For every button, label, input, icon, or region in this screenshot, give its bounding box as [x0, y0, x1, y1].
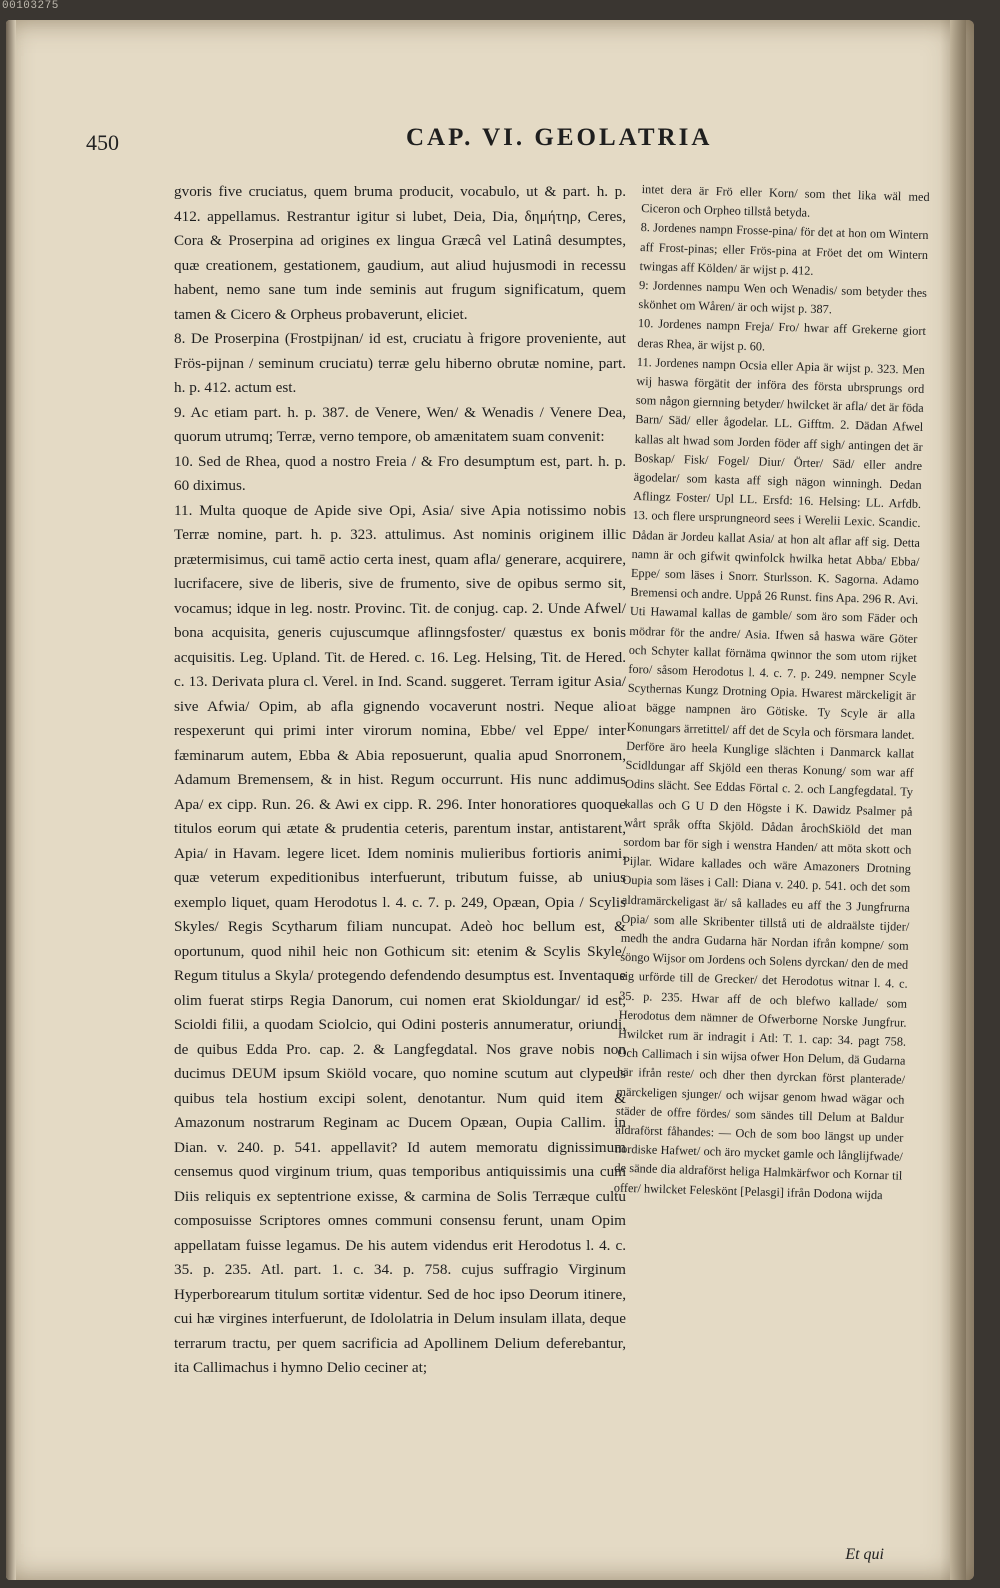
latin-paragraph: gvoris five cruciatus, quem bruma producit, vocabulo, ut & part. h. p. 412. appellamus. Restrantur igitur si lubet, Deia, Dia, δημήτηρ, Ceres, Cora & Proserpina ad origines ex lingua Græcâ vel Latinâ desumptes, quæ creationem, gestationem, gaudium, aut aliud hujusmodi in recessu habent, nemo sane tum inde seminis aut frugum significatum, quem tamen & Cicero & Orpheus probaverunt, eliciet.	[174, 183, 626, 323]
latin-paragraph: 8. De Proserpina (Frostpijnan/ id est, cruciatu à frigore proveniente, aut Frös-pijnan / seminum cruciatu) terræ gelu hiberno obrutæ nomine, part. h. p. 412. actum est.	[174, 330, 626, 396]
book-page	[6, 20, 974, 1580]
page-number: 450	[86, 130, 119, 155]
latin-paragraph: 10. Sed de Rhea, quod a nostro Freia / & Fro desumptum est, part. h. p. 60 diximus.	[174, 452, 626, 494]
latin-paragraph: 9. Ac etiam part. h. p. 387. de Venere, Wen/ & Wenadis / Venere Dea, quorum utrumq; Terræ, verno tempore, ob amænitatem suam convenit:	[174, 403, 626, 445]
swedish-paragraph: 10. Jordenes nampn Freja/ Fro/ hwar aff Grekerne giort deras Rhea, är wijst p. 60.	[637, 316, 927, 354]
swedish-paragraph: 8. Jordenes nampn Frosse-pina/ för det at hon om Wintern aff Frost-pinas; eller Frös-pina at Fröet det om Wintern twingas aff Kölden/ är wijst p. 412.	[639, 220, 929, 278]
swedish-column	[614, 180, 930, 1205]
running-header	[6, 124, 974, 168]
page-left-edge	[6, 20, 16, 1580]
scan-id: 00103275	[2, 0, 59, 12]
latin-column	[174, 180, 626, 1381]
page-gutter-shadow	[940, 20, 974, 1580]
running-head-title: CAP. VI. GEOLATRIA	[406, 124, 713, 151]
swedish-paragraph: 11. Jordenes nampn Ocsia eller Apia är wijst p. 323. Men wij haswa förgätit der införa des första ubrsprungs ord som någon giernning betyder/ hwilcket är afla/ det är föda Barn/ Säd/ eller ågodelar. LL. Gifftm. 2. Dädan Afwel kallas alt hwad som Jorden föder aff sigh/ antingen det är Boskap/ Fisk/ Fogel/ Diur/ Örter/ Säd/ eller andre ägodelar/ som kasta aff sigh nägon winningh. Dedan Aflingz Foster/ Upl LL. Ersfd: 16. Helsing: LL. Arfdb. 13. och flere ursprungneord sees i Werelii Lexic. Scandic. Dådan är Jordeu kallat Asia/ at hon alt aflar aff sig. Detta namn är och gifwit qwinfolck hwilka hetat Abba/ Ebba/ Eppe/ som läses i Snorr. Sturlsson. K. Sagorna. Adamo Bremensi och andre. Uppå 26 Runst. fins Apa. 296 R. Avi. Uti Hawamal kallas de gamble/ som äro som Fäder och mödrar för the andre/ Asia. Ifwen så haswa wäre Göter och Schyter kallat förnäma qwinnor the som utom rijket foro/ såsom Herodotus l. 4. c. 7. p. 249. nempner Scyle Scythernas Kungz Drotning Opia. Hwarest märckeligit är at bägge nampnen äro Götiske. Ty Scyle är alla Konungars ärretittel/ aff det de Scyla och försmara landet. Derföre äro heela Kunglige slächten i Danmarck kallat Scidldungar aff Skjöld een theras Konung/ som war aff Odins slächt. See Eddas Förtal c. 2. och Langfegdatal. Ty kallas och G U D den Högste i K. Dawidz Psalmer på wårt språk offta Skjöld. Dådan årochSkiöld det man sordom bar för sigh i wenstra Handen/ att möta skott och Pijlar. Widare kallades och wäre Amazoners Drotning Oupia som läses i Call: Diana v. 240. p. 541. och det som aldramärckeligast är/ så kallades eu aff the 3 Jungfrurna Opia/ som alle Skribenter tillstå uti de aldraälste tijder/ medh the andra Gudarna här Nordan ifrån kompne/ som söngo Wijsor om Jordens och Solens dyrckan/ den de med sig urförde till de Grecker/ det Herodotus witnar l. 4. c. 35. p. 235. Hwar aff de och blefwo kallade/ som Herodotus dem nämner de Ofwerborne Norske Jungfrur. Hwilcket rum är indragit i Atl: T. 1. cap: 34. pagt 758. Och Callimach i sin wijsa ofwer Hon Delum, dä Gudarna här ifrån reste/ och dher then dyrckan först planterade/ märckeligen sjunger/ och wijsar genom hwad wägar och städer de offre fördes/ som sändes till Delum at Baldur aldraförst fåhandes: — Och de som boo längst up under nordiske Hafwet/ och äro mycket gamle och långlijfwade/ de sände dia aldraförst heliga Halmkärfwor och Kornar til offer/ hwilcket Feleskönt [Pelasgi] ifrån Dodona wijda	[613, 354, 926, 1202]
swedish-paragraph: 9: Jordennes nampu Wen och Wenadis/ som betyder thes skönhet om Wåren/ är och wijst p. 387.	[638, 277, 928, 317]
catchword: Et qui	[845, 1546, 884, 1563]
latin-paragraph: 11. Multa quoque de Apide sive Opi, Asia/ sive Apia notissimo nobis Terræ nomine, part. h. p. 323. attulimus. Ast nominis originem illic prætermisimus, cui tamē actio certa inest, quam afla/ generare, acquirere, lucrifacere, sive de liberis, sive de frumento, sive de opibus sermo sit, vocamus; idque in leg. nostr. Provinc. Tit. de conjug. cap. 2. Unde Afwel/ bona acquisita, generis cujuscumque aflinngsfoster/ quæstus ex bonis acquisitis. Leg. Upland. Tit. de Hered. c. 16. Leg. Helsing, Tit. de Hered. c. 13. Derivata plura cl. Verel. in Ind. Scand. suggeret. Terram igitur Asia/ sive Afwia/ Opim, ab afla gignendo vocaverunt nostri. Neque alio respexerunt qui primi inter virorum nomina, Ebbe/ vel Eppe/ inter fæminarum autem, Ebba & Abia reposuerunt, qualia apud Snorronem, Adamum Bremensem, & in hist. Regum occurrunt. His nunc addimus Apa/ ex cipp. Run. 26. & Awi ex cipp. R. 296. Inter honoratiores quoque titulos eorum qui ætate & prudentia ceteris, parentum instar, antistarent, Apia/ in Havam. legere licet. Idem nominis mulieribus fortioris animi, quæ veterum expeditionibus interfuerunt, tributum fuisse, ab unius exemplo liquet, quam Herodotus l. 4. c. 7. p. 249, Opæan, Opia / Scylis Skyles/ Regis Scytharum filiam nuncupat. Adeò hoc bellum est, & oportunum, quod nihil heic non Gothicum sit: etenim & Scylis Skyle/ Regum titulus a Skyla/ protegendo defendendo desumptus est. Inventaque olim fuerat stirps Regia Danorum, cui nomen erat Skioldungar/ id est, Scioldi filii, a quodam Sciolcio, qui Odini posteris annumeratur, oriundi, de quibus Edda Pro. cap. 2. & Langfegdatal. Nos grave nobis non ducimus DEUM ipsum Skiöld vocare, quo nomine scutum aut clypeus quibus tela hostium excipi solent, denotantur. Num quid item & Amazonum nostrarum Reginam ac Ducem Opæan, Oupia Callim. in Dian. v. 240. p. 541. appellavit? Id autem memoratu dignissimum censemus quod virginum trium, quas temporibus antiquissimis una cum Diis reliquis ex septentrione exisse, & carmina de Solis Terræque cultu composuisse Scriptores omnes communi consensu ferunt, unam Opim appellatam fuisse legamus. De his autem videndus erit Herodotus l. 4. c. 35. p. 235. Atl. part. 1. c. 34. p. 758. cujus suffragio Virginum Hyperborearum titulum sortitæ videntur. Sed de hoc ipso Deorum itinere, cui hæ virgines interfuerunt, de Idololatria in Delum insulam illata, deque terrarum tractu, per quem sacrificia ad Apollinem Delium deferebantur, ita Callimachus i hymno Delio ceciner at;	[174, 501, 626, 1376]
swedish-paragraph: intet dera är Frö eller Korn/ som thet lika wäl med Ciceron och Orpheo tillstå betyda.	[641, 181, 930, 220]
